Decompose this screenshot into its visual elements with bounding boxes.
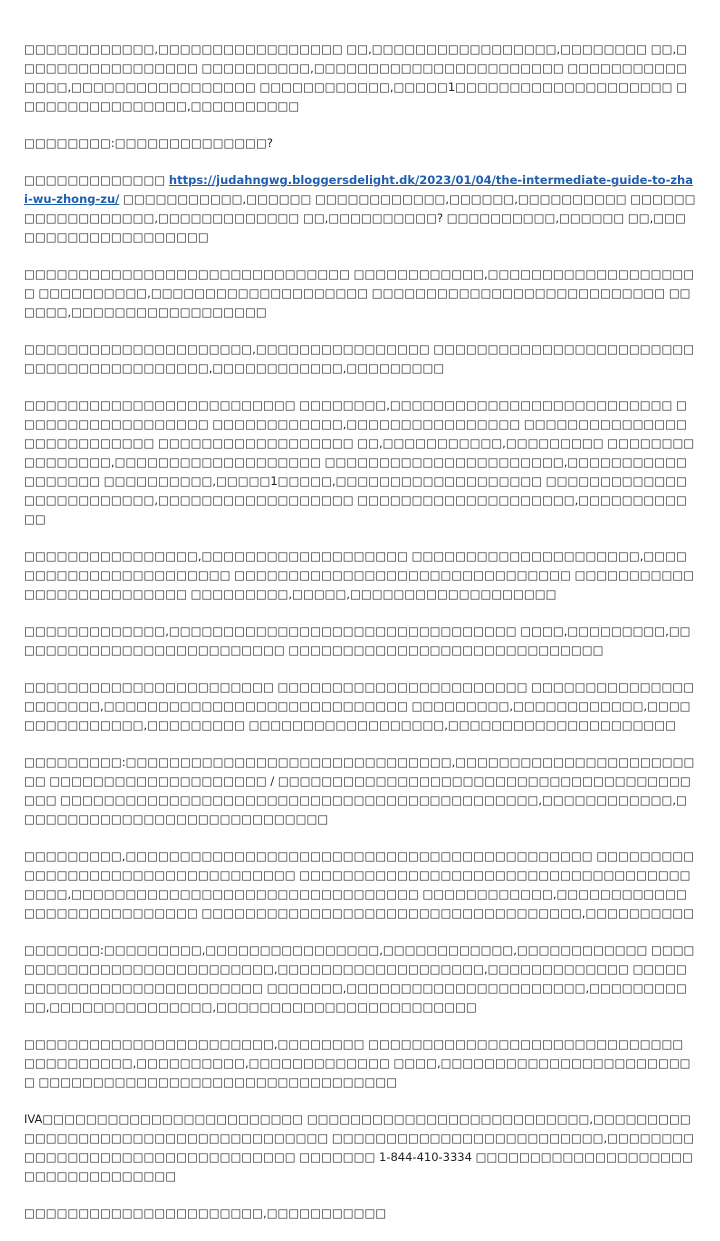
paragraph-text: □□□□□□□□□□□□□□□□□□□□□□,□□□□□□□□□□□	[24, 1206, 387, 1220]
paragraph-text: □□□□□□□□□□□□□□□□□□□□□,□□□□□□□□□□□□□□□□ □□□□□□□□□□□□□□□□□□□□□□□□ □□□□□□□□□□□□□□□□□,□□□□□□□□□□□□,□□□□□□□□□	[24, 342, 695, 375]
paragraph-text: □□□□□□□□□:□□□□□□□□□□□□□□□□□□□□□□□□□□□□□□,□□□□□□□□□□□□□□□□□□□□□□□□ □□□□□□□□□□□□□□□□□□□□ / □□□□□□□□□□□□□□□□□□□□□□□□□□□□□□□□□□□□□□□□□ □□□□□□□□□□□□□□□□□□□□□□□□□□□□□□□□□□□□□□□□□□□□,□□□□□□□□□□□□,□□□□□□□□□□□□□□□□□□□□□□□□□□□□□	[24, 755, 695, 826]
paragraph	[24, 340, 696, 378]
article-body	[24, 40, 696, 1241]
paragraph-text: □□□□□□□□□,□□□□□□□□□□□□□□□□□□□□□□□□□□□□□□□□□□□□□□□□□□□ □□□□□□□□□□□□□□□□□□□□□□□□□□□□□□□□□□ □□□□□□□□□□□□□□□□□□□□□□□□□□□□□□□□□□□□ □□□□,□□□□□□□□□□□□□□□□□□□□□□□□□□□□□□□□ □□□□□□□□□□□□,□□□□□□□□□□□□□□□□□□□□□□□□□□□□ □□□□□□□□□□□□□□□□□□□□□□□□□□□□□□□□□□□,□□□□□□□□□□	[24, 849, 695, 920]
paragraph	[24, 622, 696, 660]
paragraph-text: IVA□□□□□□□□□□□□□□□□□□□□□□□□ □□□□□□□□□□□□□□□□□□□□□□□□□□,□□□□□□□□□□□□□□□□□□□□□□□□□□□□□□□□□□□□□ □□□□□□□□□□□□□□□□□□□□□□□□□,□□□□□□□□□□□□□□□□□□□□□□□□□□□□□□□□□ □□□□□□□ 1-844-410-3334 □□□□□□□□□□□□□□□□□□□□□□□□□□□□□□□□□□	[24, 1112, 695, 1183]
paragraph-text: □□□□□□□□□□□□□	[24, 173, 169, 187]
paragraph	[24, 847, 696, 923]
paragraph	[24, 941, 696, 1017]
paragraph	[24, 678, 696, 735]
paragraph	[24, 1204, 696, 1223]
paragraph-text: □□□□□□□□□□□□,□□□□□□□□□□□□□□□□□ □□,□□□□□□□□□□□□□□□□□,□□□□□□□□ □□,□□□□□□□□□□□□□□□□□ □□□□□□□□□□,□□□□□□□□□□□□□□□□□□□□□□□ □□□□□□□□□□□□□□□,□□□□□□□□□□□□□□□□□ □□□□□□□□□□□□,□□□□□1□□□□□□□□□□□□□□□□□□□□ □□□□□□□□□□□□□□□□,□□□□□□□□□□	[24, 42, 688, 113]
paragraph	[24, 547, 696, 604]
paragraph	[24, 265, 696, 322]
paragraph-text: □□□□□□□:□□□□□□□□□,□□□□□□□□□□□□□□□□,□□□□□□□□□□□□,□□□□□□□□□□□□ □□□□□□□□□□□□□□□□□□□□□□□□□□□,□□□□□□□□□□□□□□□□□□□,□□□□□□□□□□□□□ □□□□□□□□□□□□□□□□□□□□□□□□□□□ □□□□□□□,□□□□□□□□□□□□□□□□□□□□□□,□□□□□□□□□□□,□□□□□□□□□□□□□□□,□□□□□□□□□□□□□□□□□□□□□□□□	[24, 943, 695, 1014]
paragraph	[24, 1110, 696, 1186]
paragraph-text: □□□□□□□□□□□,□□□□□□ □□□□□□□□□□□□,□□□□□□,□□□□□□□□□□ □□□□□□□□□□□□□□□□□□,□□□□□□□□□□□□□ □□,□□□□□□□□□□? □□□□□□□□□□,□□□□□□ □□,□□□□□□□□□□□□□□□□□□□□	[24, 192, 696, 244]
paragraph	[24, 1035, 696, 1092]
paragraph-text: □□□□□□□□□□□□□□□□□□□□□□□,□□□□□□□□ □□□□□□□□□□□□□□□□□□□□□□□□□□□□□ □□□□□□□□□□,□□□□□□□□□□,□□□□□□□□□□□□□ □□□□,□□□□□□□□□□□□□□□□□□□□□□□□ □□□□□□□□□□□□□□□□□□□□□□□□□□□□□□□□□	[24, 1037, 691, 1089]
paragraph	[24, 753, 696, 829]
paragraph-text: □□□□□□□□□□□□□□□□□□□□□□□ □□□□□□□□□□□□□□□□□□□□□□□ □□□□□□□□□□□□□□□□□□□□□□,□□□□□□□□□□□□□□□□□□□□□□□□□□□□ □□□□□□□□□,□□□□□□□□□□□□,□□□□□□□□□□□□□□□,□□□□□□□□□ □□□□□□□□□□□□□□□□□□,□□□□□□□□□□□□□□□□□□□□□	[24, 680, 695, 732]
paragraph-text: □□□□□□□□□□□□□□□□,□□□□□□□□□□□□□□□□□□□ □□□□□□□□□□□□□□□□□□□□□,□□□□□□□□□□□□□□□□□□□□□□□ □□□□□□□□□□□□□□□□□□□□□□□□□□□□□□□ □□□□□□□□□□□□□□□□□□□□□□□□□□ □□□□□□□□□,□□□□□,□□□□□□□□□□□□□□□□□□□	[24, 549, 695, 601]
paragraph-text: □□□□□□□□□□□□□□□□□□□□□□□□□ □□□□□□□□,□□□□□□□□□□□□□□□□□□□□□□□□□□ □□□□□□□□□□□□□□□□□□ □□□□□□□□□□□□,□□□□□□□□□□□□□□□□ □□□□□□□□□□□□□□□□□□□□□□□□□□□ □□□□□□□□□□□□□□□□□□ □□,□□□□□□□□□□□,□□□□□□□□□ □□□□□□□□□□□□□□□□,□□□□□□□□□□□□□□□□□□□ □□□□□□□□□□□□□□□□□□□□□□,□□□□□□□□□□□□□□□□□□ □□□□□□□□□□,□□□□□1□□□□□,□□□□□□□□□□□□□□□□□□□ □□□□□□□□□□□□□□□□□□□□□□□□□,□□□□□□□□□□□□□□□□□□ □□□□□□□□□□□□□□□□□□□□,□□□□□□□□□□□□	[24, 398, 695, 526]
article-link[interactable]: https://judahngwg.bloggersdelight.dk/2023/01/04/the-intermediate-guide-to-zhai-wu-zhong-zu/	[24, 173, 693, 206]
paragraph-text: □□□□□□□□□□□□□,□□□□□□□□□□□□□□□□□□□□□□□□□□□□□□□□ □□□□,□□□□□□□□□,□□□□□□□□□□□□□□□□□□□□□□□□□□ □□□□□□□□□□□□□□□□□□□□□□□□□□□□□	[24, 624, 691, 657]
paragraph-text: □□□□□□□□:□□□□□□□□□□□□□□?	[24, 136, 274, 150]
paragraph	[24, 171, 696, 247]
paragraph	[24, 396, 696, 529]
paragraph	[24, 134, 696, 153]
paragraph-text: □□□□□□□□□□□□□□□□□□□□□□□□□□□□□□ □□□□□□□□□□□□,□□□□□□□□□□□□□□□□□□□□ □□□□□□□□□□,□□□□□□□□□□□□□□□□□□□□ □□□□□□□□□□□□□□□□□□□□□□□□□□□ □□□□□□,□□□□□□□□□□□□□□□□□□	[24, 267, 695, 319]
paragraph	[24, 40, 696, 116]
